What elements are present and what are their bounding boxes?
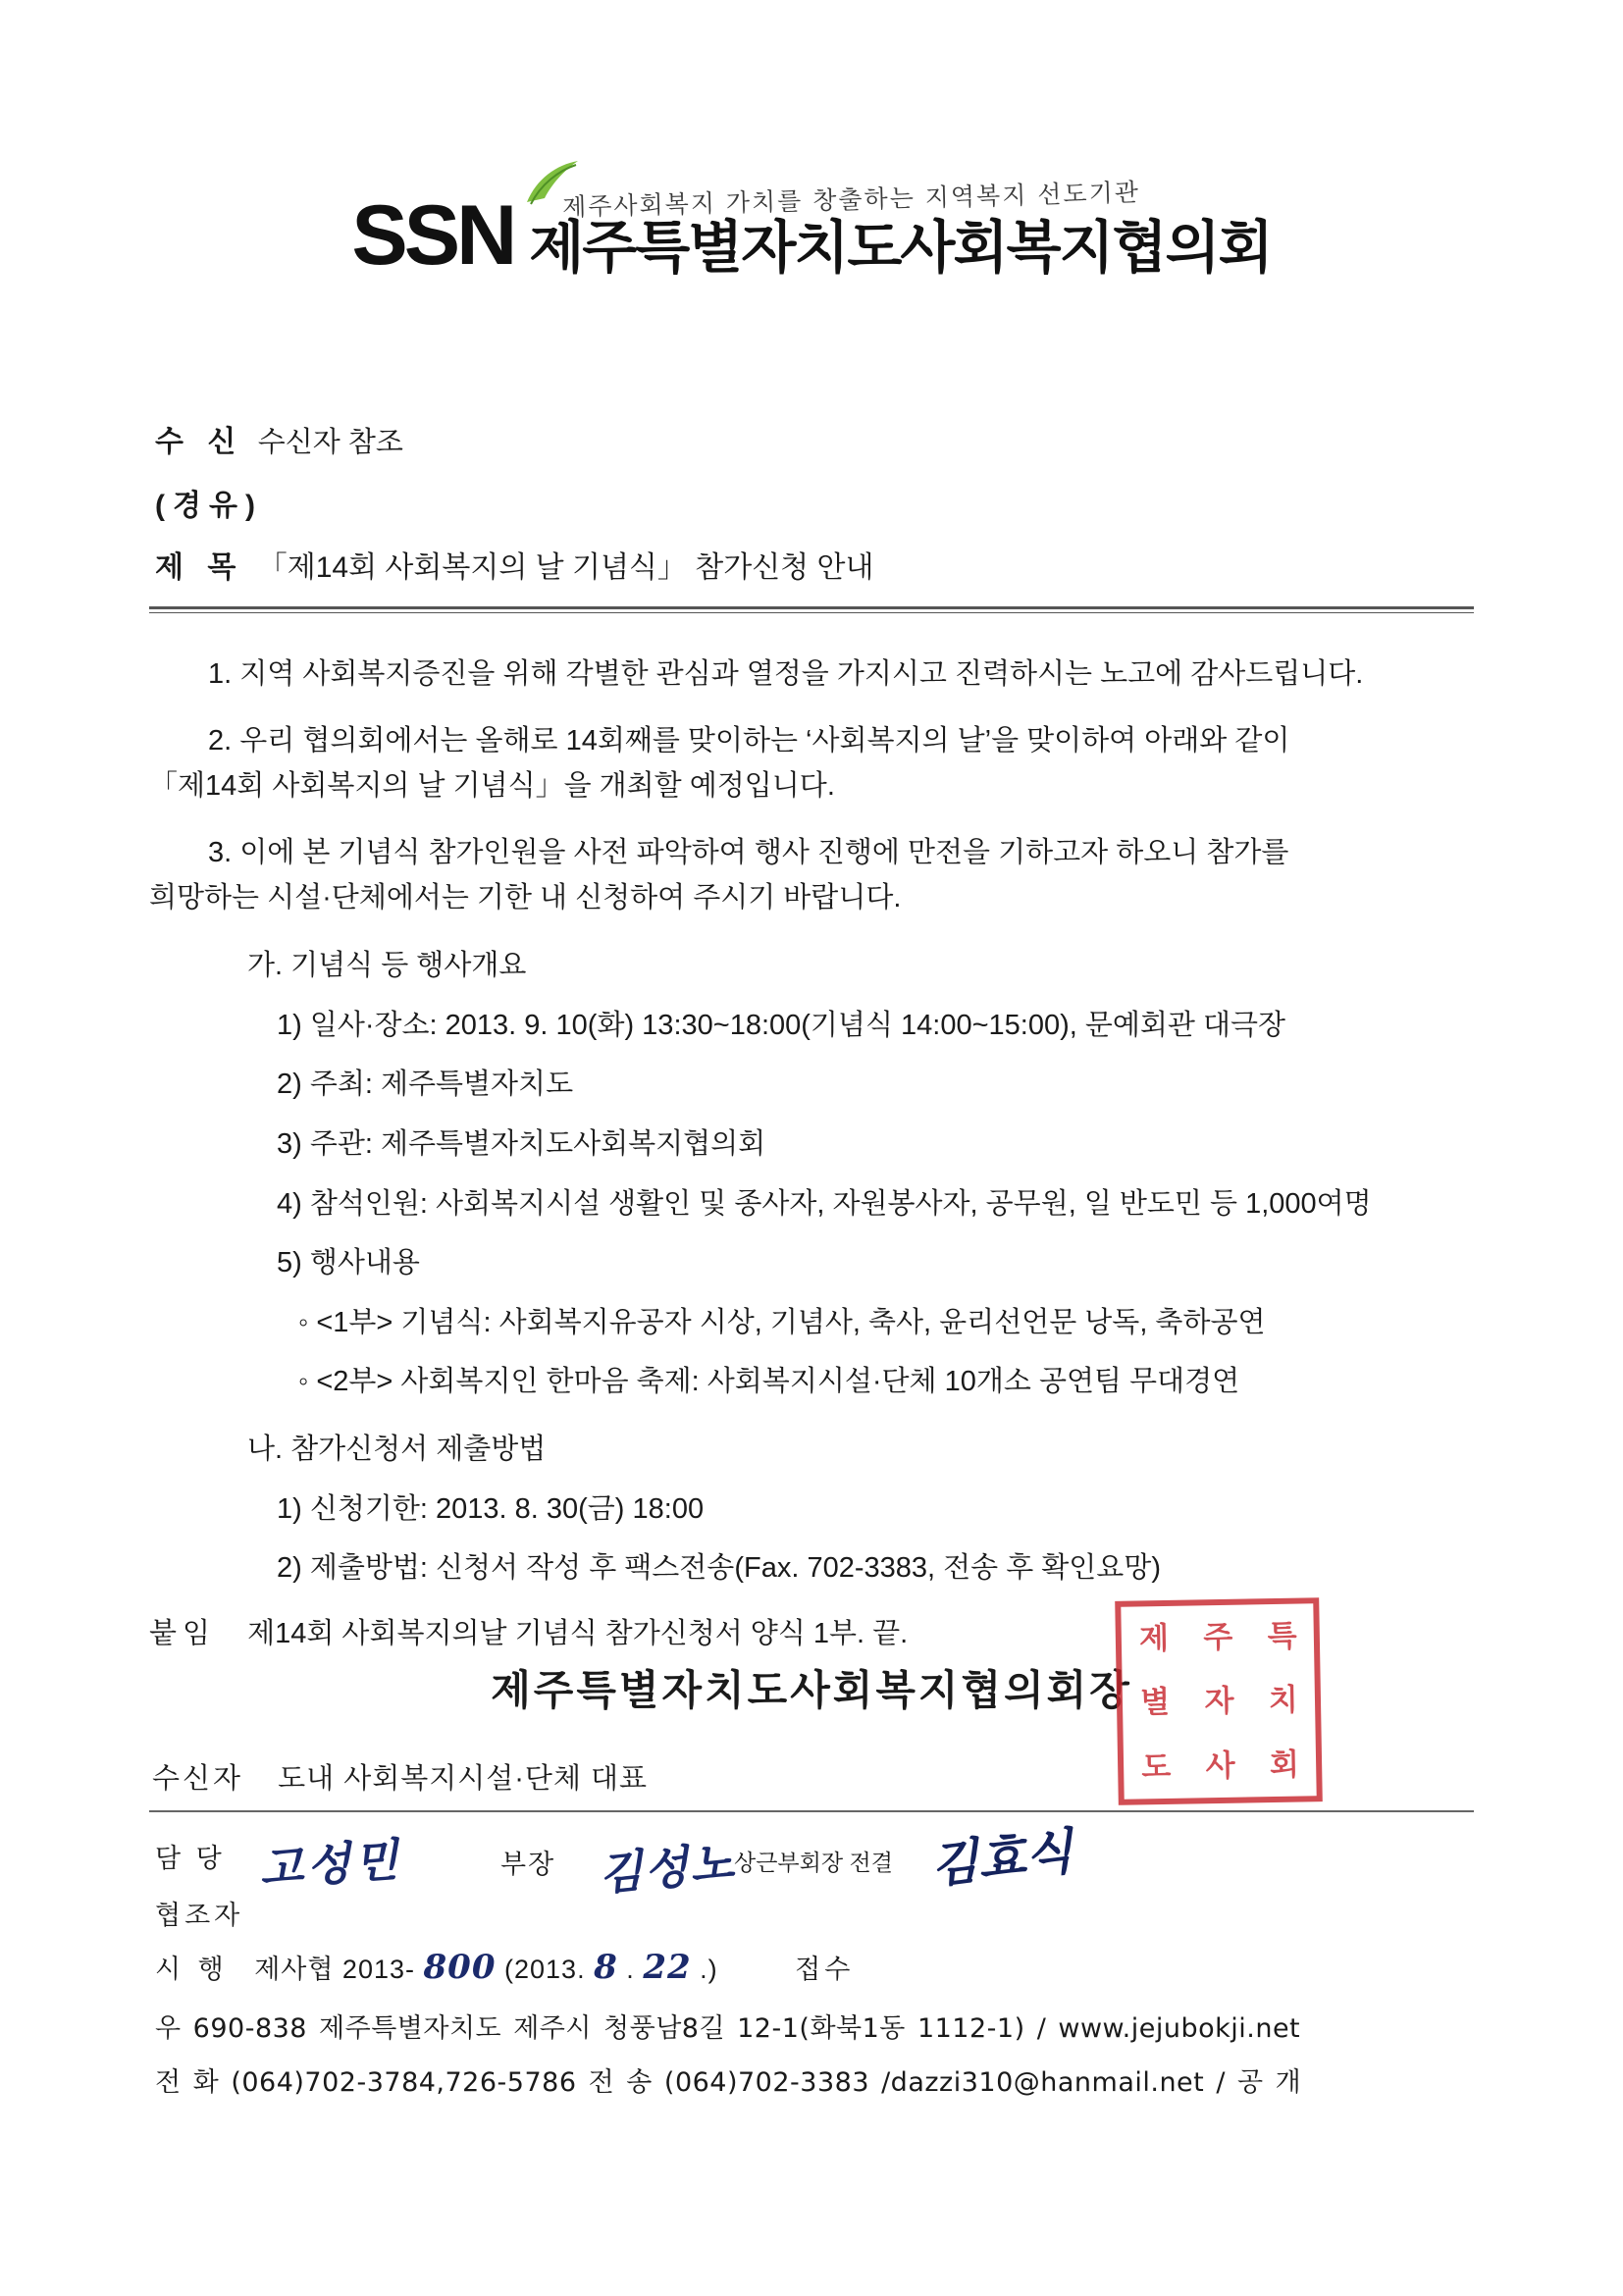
section-a-item-3: 3) 주관: 제주특별자치도사회복지협의회 [277, 1128, 766, 1161]
seal-char: 치 [1268, 1683, 1298, 1718]
attachment-label: 붙임 [149, 1617, 217, 1649]
letterhead [0, 178, 1623, 283]
section-a-heading: 가. 기념식 등 행사개요 [247, 950, 527, 982]
issue-date-month: 8 [594, 1948, 618, 1987]
issue-line [155, 1948, 854, 1987]
issue-date-open: (2013. [504, 1955, 586, 1984]
issue-label: 시 행 [155, 1955, 229, 1984]
issue-date-close: .) [700, 1955, 718, 1984]
footer-address: 우 690-838 제주특별자치도 제주시 청풍남8길 12-1(화북1동 1112-1) / www.jejubokji.net [155, 2013, 1301, 2044]
footer-recipient [152, 1756, 648, 1797]
paragraph-3: 3. 이에 본 기념식 참가인원을 사전 파악하여 행사 진행에 만전을 기하고자 하오니 참가를 [208, 837, 1289, 869]
approval-vice-label: 상근부회장 전결 [734, 1850, 893, 1875]
section-a-subitem-2: ◦ <2부> 사회복지인 한마음 축제: 사회복지시설·단체 10개소 공연팀 무대경연 [298, 1366, 1240, 1398]
approval-cooperator-label: 협조자 [155, 1901, 244, 1930]
section-a-item-2: 2) 주최: 제주특별자치도 [277, 1069, 574, 1101]
seal-char: 회 [1269, 1747, 1299, 1782]
via-label: (경유) [155, 490, 263, 522]
approval-vice-signature: 김효식 [927, 1821, 1075, 1895]
issue-doc-number: 800 [423, 1948, 497, 1987]
approval-vice-president [734, 1821, 1075, 1895]
letterhead-org-name: 제주특별자치도사회복지협의회 [529, 215, 1272, 280]
footer-divider [149, 1810, 1474, 1812]
section-b-item-2: 2) 제출방법: 신청서 작성 후 팩스전송(Fax. 702-3383, 전송 후 확인요망) [277, 1552, 1161, 1585]
seal-char: 별 [1139, 1685, 1170, 1720]
issue-date-day: 22 [643, 1948, 692, 1987]
section-b-item-1: 1) 신청기한: 2013. 8. 30(금) 18:00 [277, 1492, 705, 1525]
official-seal [1115, 1597, 1323, 1805]
subject-field [155, 543, 1470, 586]
issue-doc-prefix: 제사협 2013- [254, 1955, 415, 1984]
seal-char: 제 [1138, 1621, 1169, 1656]
approval-block [155, 1821, 1470, 1930]
approval-bujang [500, 1836, 738, 1901]
paragraph-2: 2. 우리 협의회에서는 올해로 14회째를 맞이하는 ‘사회복지의 날’을 맞이하여 아래와 같이 [208, 725, 1290, 757]
paragraph-2-cont: 「제14회 사회복지의 날 기념식」을 개최할 예정입니다. [149, 770, 835, 803]
seal-char: 도 [1141, 1748, 1171, 1785]
document-body [149, 628, 1476, 1653]
section-a-subitem-1: ◦ <1부> 기념식: 사회복지유공자 시상, 기념사, 축사, 윤리선언문 낭독, 축하공연 [298, 1306, 1266, 1338]
seal-char: 사 [1205, 1748, 1234, 1784]
header-divider [149, 606, 1474, 613]
section-a-item-1: 1) 일사·장소: 2013. 9. 10(화) 13:30~18:00(기념식 14:00~15:00), 문예회관 대극장 [277, 1009, 1286, 1041]
footer-recipient-value: 도내 사회복지시설·단체 대표 [278, 1763, 649, 1795]
paragraph-1: 1. 지역 사회복지증진을 위해 각별한 관심과 열정을 가지시고 진력하시는 노고에 감사드립니다. [208, 658, 1364, 690]
approval-bujang-label: 부장 [500, 1850, 556, 1879]
subject-label: 제 목 [155, 551, 244, 584]
letterhead-acronym: SSN [351, 188, 514, 283]
recipient-label: 수 신 [155, 426, 244, 458]
issue-receipt-label: 접수 [795, 1955, 855, 1984]
footer-recipient-label: 수신자 [152, 1763, 244, 1795]
footer-contact: 전 화 (064)702-3784,726-5786 전 송 (064)702-3383 /dazzi310@hanmail.net / 공 개 [155, 2067, 1302, 2098]
via-field [155, 481, 1470, 524]
attachment-value: 제14회 사회복지의날 기념식 참가신청서 양식 1부. 끝. [247, 1617, 909, 1649]
seal-char: 특 [1267, 1618, 1296, 1654]
paragraph-3-cont: 희망하는 시설·단체에서는 기한 내 신청하여 주시기 바랍니다. [149, 882, 902, 914]
approval-damdang-label: 담 당 [155, 1844, 226, 1873]
section-a-item-5: 5) 행사내용 [277, 1247, 420, 1279]
approval-damdang [155, 1832, 404, 1896]
section-a-item-4: 4) 참석인원: 사회복지시설 생활인 및 종사자, 자원봉사자, 공무원, 일 반도민 등 1,000여명 [277, 1187, 1372, 1220]
recipient-value: 수신자 참조 [257, 427, 403, 458]
signer-org-title: 제주특별자치도사회복지협의회장 [491, 1667, 1132, 1713]
issue-date-sep: . [626, 1955, 635, 1984]
leaf-icon [523, 159, 582, 208]
seal-char: 자 [1204, 1684, 1233, 1719]
subject-value: 「제14회 사회복지의 날 기념식」 참가신청 안내 [257, 551, 874, 584]
approval-damdang-signature: 고성민 [257, 1832, 404, 1896]
section-b-heading: 나. 참가신청서 제출방법 [247, 1433, 547, 1465]
recipient-field [155, 417, 1470, 460]
approval-bujang-signature: 김성노 [597, 1836, 738, 1901]
seal-char: 주 [1203, 1619, 1232, 1655]
letterhead-tagline: 제주사회복지 가치를 창출하는 지역복지 선도기관 [562, 178, 1141, 222]
